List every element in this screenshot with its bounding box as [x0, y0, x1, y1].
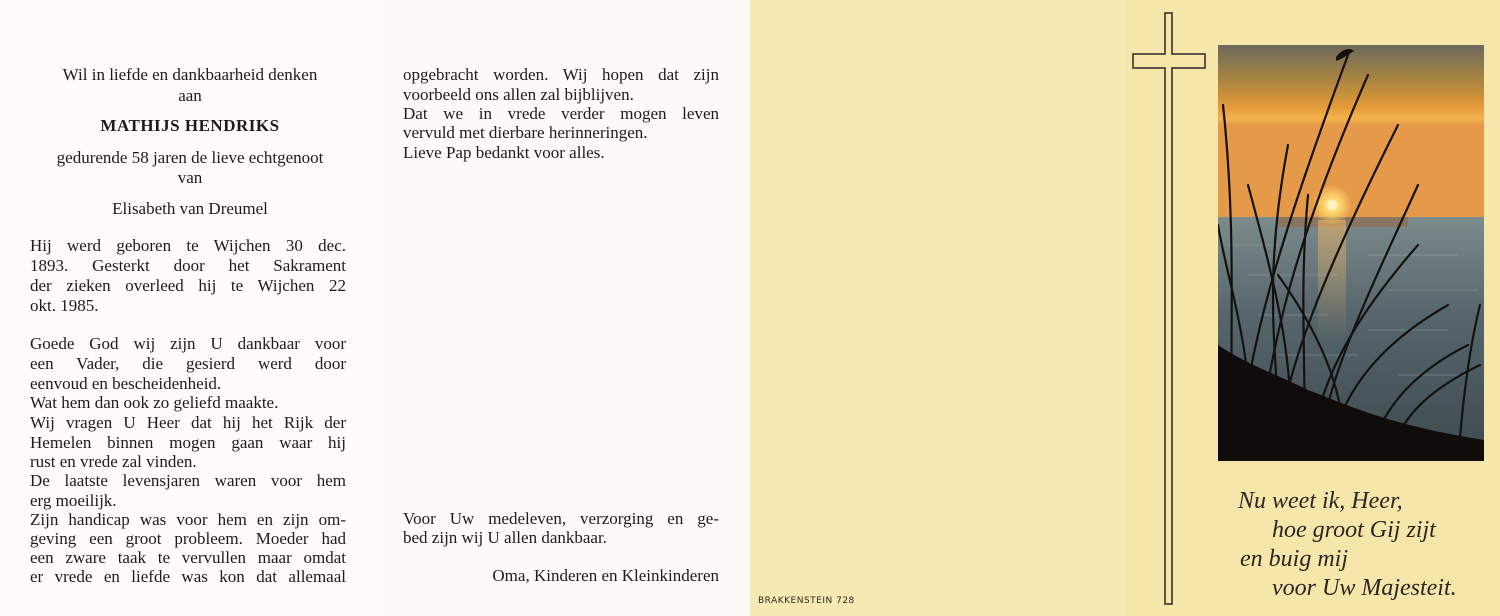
spouse-van: van [177, 168, 203, 187]
intro-line: Wil in liefde en dankbaarheid denken [62, 65, 318, 84]
continuation-line: opgebracht worden. Wij hopen dat zijn [403, 65, 719, 84]
prayer-line: rust en vrede zal vinden. [30, 452, 197, 471]
bio-line: Hij werd geboren te Wijchen 30 dec. [30, 236, 346, 255]
bio-line: okt. 1985. [30, 296, 99, 315]
spouse-name: Elisabeth van Dreumel [112, 199, 268, 218]
continuation-line: voorbeeld ons allen zal bijblijven. [403, 85, 634, 104]
prayer-line: De laatste levensjaren waren voor hem [30, 471, 346, 490]
poem-line: en buig mij [1240, 546, 1348, 572]
poem-line: hoe groot Gij zijt [1272, 517, 1436, 543]
continuation-line: vervuld met dierbare herinneringen. [403, 123, 648, 142]
continuation-line: Dat we in vrede verder mogen leven [403, 104, 719, 123]
poem-line: voor Uw Majesteit. [1272, 575, 1457, 601]
inside-right-panel [380, 0, 750, 616]
sunset-reeds-photo [1218, 45, 1484, 461]
prayer-line: Wij vragen U Heer dat hij het Rijk der [30, 413, 346, 432]
back-cover-panel [750, 0, 1125, 616]
prayer-line: erg moeilijk. [30, 491, 117, 510]
prayer-line: een zware taak te vervullen maar omdat [30, 548, 346, 567]
spouse-line: gedurende 58 jaren de lieve echtgenoot [56, 148, 324, 167]
prayer-line: Goede God wij zijn U dankbaar voor [30, 334, 346, 353]
prayer-line: eenvoud en bescheidenheid. [30, 374, 222, 393]
intro-aan: aan [178, 86, 202, 105]
deceased-name: MATHIJS HENDRIKS [100, 116, 280, 135]
continuation-line: Lieve Pap bedankt voor alles. [403, 143, 605, 162]
bio-line: 1893. Gesterkt door het Sakrament [30, 256, 346, 275]
printer-mark: BRAKKENSTEIN 728 [758, 596, 855, 606]
poem-line: Nu weet ik, Heer, [1238, 488, 1403, 514]
prayer-line: geving een groot probleem. Moeder had [30, 529, 346, 548]
signature: Oma, Kinderen en Kleinkinderen [492, 566, 719, 585]
thanks-line: bed zijn wij U allen dankbaar. [403, 528, 607, 547]
front-cover-panel [1125, 0, 1500, 616]
bio-line: der zieken overleed hij te Wijchen 22 [30, 276, 346, 295]
prayer-line: Hemelen binnen mogen gaan waar hij [30, 433, 346, 452]
prayer-line: Zijn handicap was voor hem en zijn om- [30, 510, 346, 529]
inside-left-panel [0, 0, 380, 616]
prayer-line: Wat hem dan ook zo geliefd maakte. [30, 393, 279, 412]
prayer-line: een Vader, die gesierd werd door [30, 354, 346, 373]
thanks-line: Voor Uw medeleven, verzorging en ge- [403, 509, 719, 528]
prayer-line: er vrede en liefde was kon dat allemaal [30, 567, 346, 586]
